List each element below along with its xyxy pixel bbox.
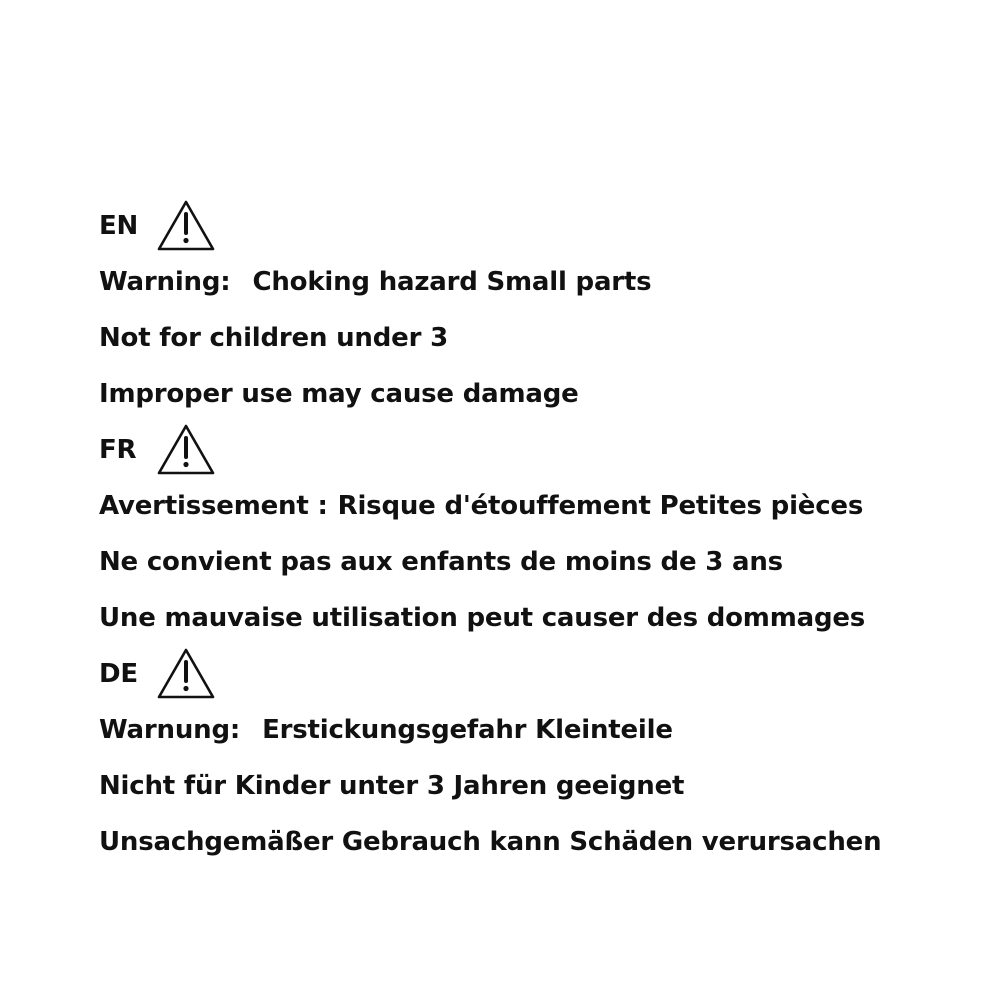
language-code-en: EN	[99, 211, 139, 241]
hazard-text-fr: Risque d'étouffement Petites pièces	[337, 491, 864, 521]
warning-label-en: Warning:	[99, 267, 231, 297]
section-fr-header	[99, 422, 979, 478]
warning-triangle-icon	[155, 422, 217, 478]
hazard-text-de: Erstickungsgefahr Kleinteile	[262, 715, 673, 745]
section-en-warning-line	[99, 254, 979, 310]
section-de-warning-line	[99, 702, 979, 758]
section-en-header	[99, 198, 979, 254]
misuse-notice-en: Improper use may cause damage	[99, 379, 579, 409]
age-notice-de: Nicht für Kinder unter 3 Jahren geeignet	[99, 771, 685, 801]
section-fr-warning-line	[99, 478, 979, 534]
section-de-header	[99, 646, 979, 702]
age-notice-en: Not for children under 3	[99, 323, 448, 353]
warning-label-sheet	[99, 198, 979, 870]
hazard-text-en: Choking hazard Small parts	[252, 267, 652, 297]
warning-triangle-icon	[155, 198, 217, 254]
age-notice-fr: Ne convient pas aux enfants de moins de 3 ans	[99, 547, 783, 577]
misuse-notice-de: Unsachgemäßer Gebrauch kann Schäden verursachen	[99, 827, 882, 857]
language-code-fr: FR	[99, 435, 137, 465]
warning-label-de: Warnung:	[99, 715, 241, 745]
warning-label-fr: Avertissement :	[99, 491, 328, 521]
misuse-notice-fr: Une mauvaise utilisation peut causer des dommages	[99, 603, 866, 633]
language-code-de: DE	[99, 659, 138, 689]
warning-triangle-icon	[155, 646, 217, 702]
